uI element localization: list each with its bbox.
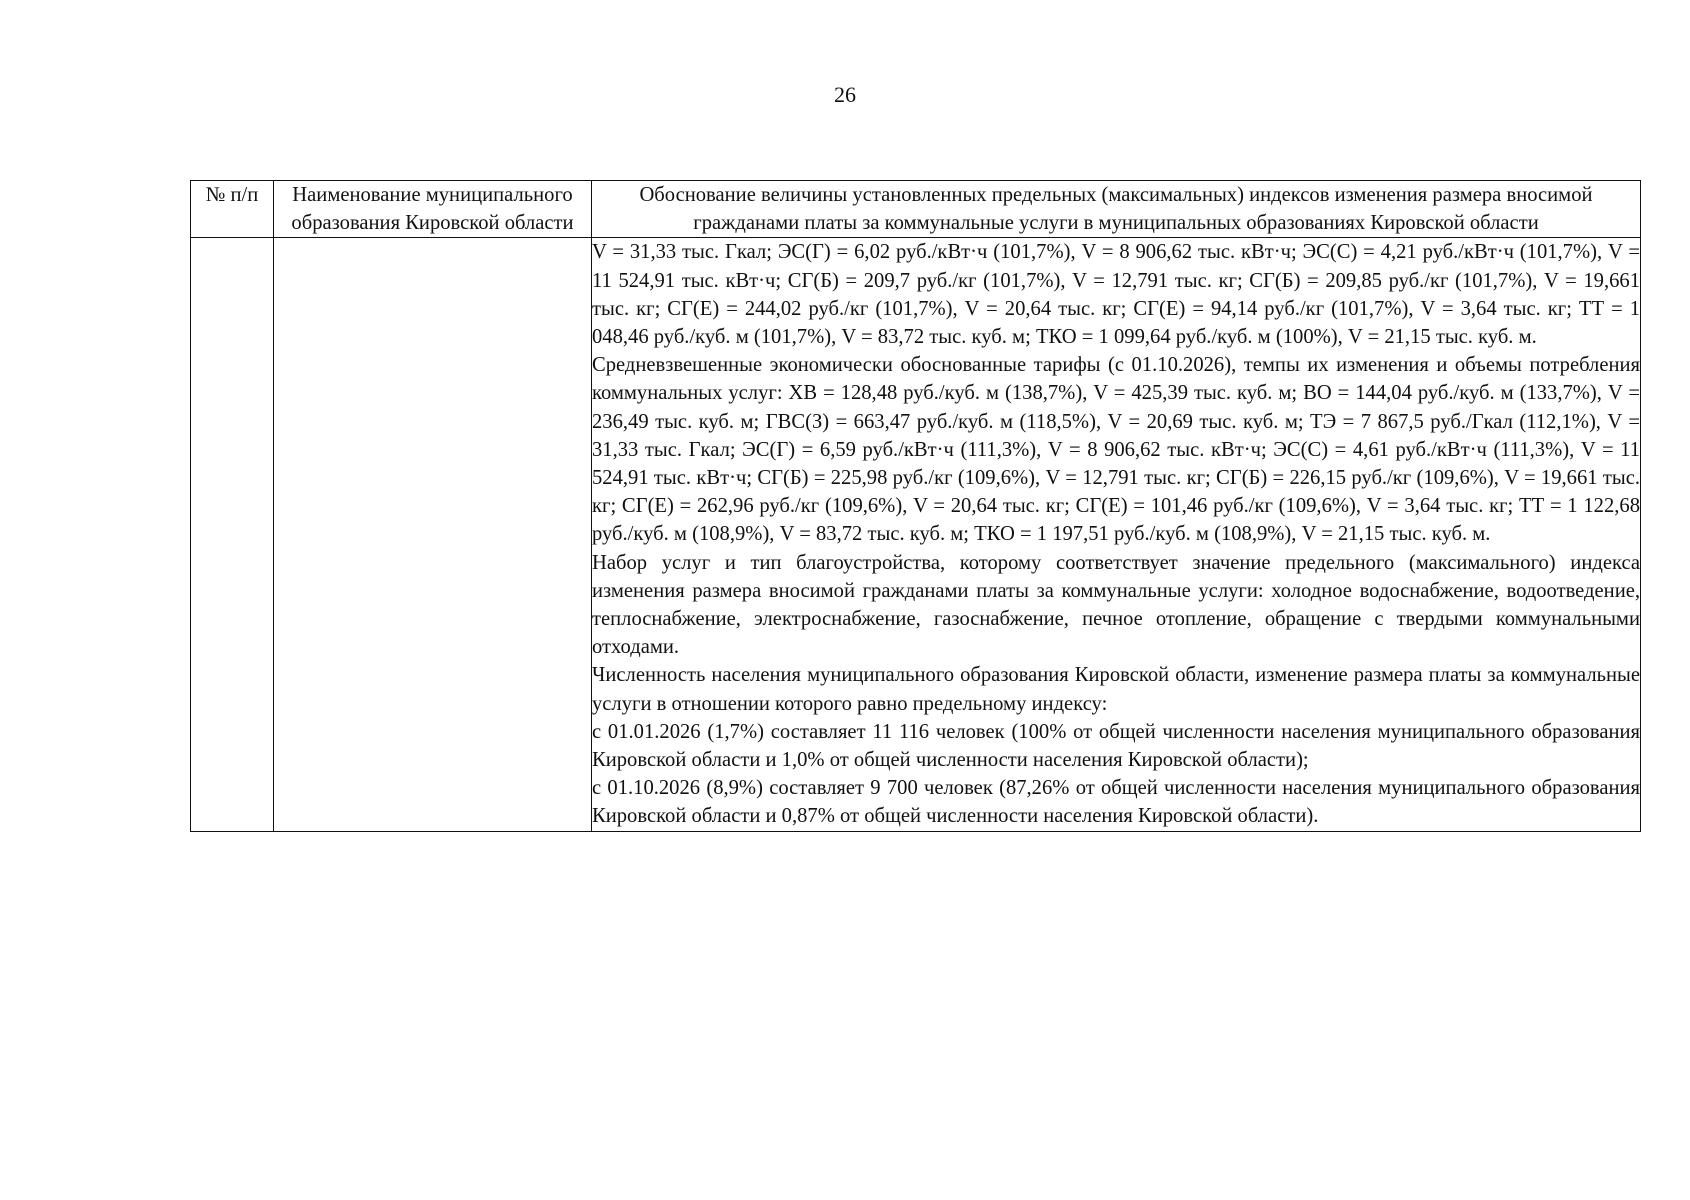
row-justification-cell <box>592 238 1641 831</box>
row-municipality-cell <box>274 238 592 831</box>
paragraph-services-set: Набор услуг и тип благоустройства, которому соответствует значение предельного (максимального) индекса изменения размера вносимой гражданами платы за коммунальные услуги: холодное водоснабжение, водоотведение, теплоснабжение, электроснабжение, газоснабжение, печное отопление, обращение с твердыми коммунальными отходами. <box>592 551 1640 659</box>
paragraph-population-january: с 01.01.2026 (1,7%) составляет 11 116 человек (100% от общей численности населения муниципального образования Кировской области и 1,0% от общей численности населения Кировской области); <box>592 720 1640 772</box>
paragraph-economic-tariffs: Средневзвешенные экономически обоснованные тарифы (с 01.10.2026), темпы их изменения и объемы потребления коммунальных услуг: ХВ = 128,48 руб./куб. м (138,7%), V = 425,39 тыс. куб. м; ВО = 144,04 руб./куб. м (133,7%), V = 236,49 тыс. куб. м; ГВС(З) = 663,47 руб./куб. м (118,5%), V = 20,69 тыс. куб. м; ТЭ = 7 867,5 руб./Гкал (112,1%), V = 31,33 тыс. Гкал; ЭС(Г) = 6,59 руб./кВт·ч (111,3%), V = 8 906,62 тыс. кВт·ч; ЭС(С) = 4,61 руб./кВт·ч (111,3%), V = 11 524,91 тыс. кВт·ч; СГ(Б) = 225,98 руб./кг (109,6%), V = 12,791 тыс. кг; СГ(Б) = 226,15 руб./кг (109,6%), V = 19,661 тыс. кг; СГ(Е) = 262,96 руб./кг (109,6%), V = 20,64 тыс. кг; СГ(Е) = 101,46 руб./кг (109,6%), V = 3,64 тыс. кг; ТТ = 1 122,68 руб./куб. м (108,9%), V = 83,72 тыс. куб. м; ТКО = 1 197,51 руб./куб. м (108,9%), V = 21,15 тыс. куб. м. <box>592 354 1641 546</box>
header-justification: Обоснование величины установленных предельных (максимальных) индексов изменения размера вносимой гражданами платы за коммунальные услуги в муниципальных образованиях Кировской области <box>592 181 1641 238</box>
tariff-justification-table <box>190 180 1641 832</box>
row-number-cell <box>191 238 274 831</box>
page-number: 26 <box>834 82 856 107</box>
header-number: № п/п <box>191 181 274 238</box>
table-row <box>191 238 1641 831</box>
paragraph-volumes-continued: V = 31,33 тыс. Гкал; ЭС(Г) = 6,02 руб./кВт·ч (101,7%), V = 8 906,62 тыс. кВт·ч; ЭС(С) = 4,21 руб./кВт·ч (101,7%), V = 11 524,91 тыс. кВт·ч; СГ(Б) = 209,7 руб./кг (101,7%), V = 12,791 тыс. кг; СГ(Б) = 209,85 руб./кг (101,7%), V = 19,661 тыс. кг; СГ(Е) = 244,02 руб./кг (101,7%), V = 20,64 тыс. кг; СГ(Е) = 94,14 руб./кг (101,7%), V = 3,64 тыс. кг; ТТ = 1 048,46 руб./куб. м (101,7%), V = 83,72 тыс. куб. м; ТКО = 1 099,64 руб./куб. м (100%), V = 21,15 тыс. куб. м. <box>592 241 1640 349</box>
paragraph-population-october: с 01.10.2026 (8,9%) составляет 9 700 человек (87,26% от общей численности населения муниципального образования Кировской области и 0,87% от общей численности населения Кировской области). <box>592 777 1640 828</box>
paragraph-population-intro: Численность населения муниципального образования Кировской области, изменение размера платы за коммунальные услуги в отношении которого равно предельному индексу: <box>592 664 1640 715</box>
table-header-row <box>191 181 1641 238</box>
header-municipality-name: Наименование муниципального образования Кировской области <box>274 181 592 238</box>
